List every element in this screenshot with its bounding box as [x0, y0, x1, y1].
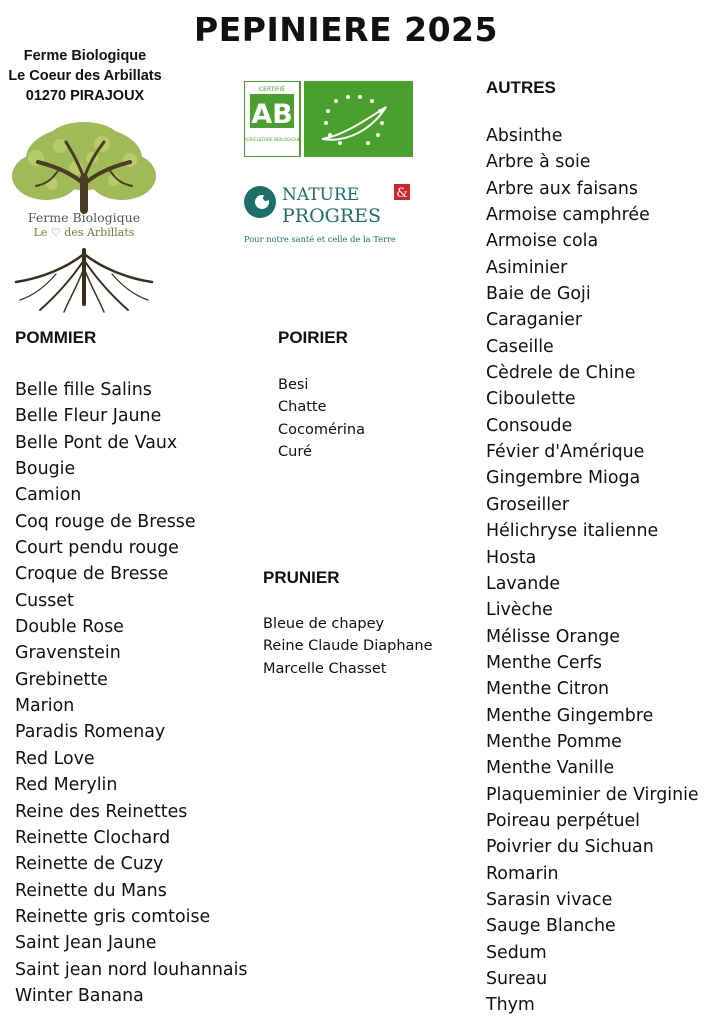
eu-organic-leaf-icon: [304, 81, 413, 157]
list-item: Groseiller: [486, 494, 569, 515]
np-word-nature: NATURE: [282, 185, 360, 205]
farm-address: [0, 46, 170, 106]
list-item: Winter Banana: [15, 985, 144, 1006]
poirier-heading: POIRIER: [278, 328, 348, 347]
np-tagline: Pour notre santé et celle de la Terre: [244, 234, 396, 244]
list-item: Saint Jean Jaune: [15, 933, 157, 954]
list-item: Bougie: [15, 459, 76, 480]
poirier-list: [278, 374, 365, 463]
list-item: Romarin: [486, 863, 559, 884]
list-item: Court pendu rouge: [15, 538, 179, 559]
list-item: Plaqueminier de Virginie: [486, 784, 699, 805]
list-item: Sauge Blanche: [486, 916, 616, 937]
list-item: Hélichryse italienne: [486, 521, 659, 542]
list-item: Asiminier: [486, 257, 568, 278]
list-item: Besi: [278, 377, 309, 393]
farm-line-3: 01270 PIRAJOUX: [25, 88, 145, 104]
list-item: Bleue de chapey: [263, 616, 385, 632]
list-item: Arbre à soie: [486, 152, 591, 173]
list-item: Reine Claude Diaphane: [263, 638, 433, 655]
list-item: Mélisse Orange: [486, 626, 620, 647]
pommier-list: [15, 377, 247, 1009]
list-item: Consoude: [486, 415, 573, 436]
list-item: Red Merylin: [15, 775, 118, 796]
list-item: Poireau perpétuel: [486, 810, 641, 831]
list-item: Menthe Vanille: [486, 758, 615, 779]
list-item: Caraganier: [486, 310, 583, 331]
list-item: Menthe Citron: [486, 679, 610, 700]
list-item: Arbre aux faisans: [486, 178, 638, 199]
list-item: Gravenstein: [15, 643, 121, 664]
autres-heading: AUTRES: [486, 78, 556, 97]
ab-side-text: AGRICULTURE BIOLOGIQUE: [244, 137, 301, 142]
list-item: Poivrier du Sichuan: [486, 837, 654, 858]
list-item: Coq rouge de Bresse: [15, 511, 196, 532]
list-item: Cèdrele de Chine: [486, 363, 636, 384]
heart-icon: ♡: [50, 226, 61, 239]
ab-certifie-text: CERTIFIÉ: [258, 86, 286, 93]
list-item: Absinthe: [486, 126, 563, 146]
list-item: Croque de Bresse: [15, 564, 169, 585]
list-item: Saint jean nord louhannais: [15, 959, 248, 980]
tree-logo-subname: [6, 226, 162, 239]
tree-logo-suffix: des Arbillats: [64, 226, 135, 239]
list-item: Reinette de Cuzy: [15, 854, 164, 875]
list-item: Menthe Pomme: [486, 731, 622, 752]
np-word-progres: PROGRES: [282, 205, 382, 227]
nature-progres-logo: [242, 180, 417, 250]
list-item: Caseille: [486, 336, 554, 357]
list-item: Hosta: [486, 547, 537, 568]
prunier-heading: PRUNIER: [263, 568, 340, 587]
tree-logo-name: Ferme Biologique: [27, 210, 141, 225]
list-item: Cusset: [15, 590, 74, 611]
list-item: Curé: [278, 443, 312, 460]
list-item: Grebinette: [15, 669, 108, 690]
list-item: Belle fille Salins: [15, 380, 152, 400]
list-item: Lavande: [486, 573, 561, 594]
list-item: Févier d'Amérique: [486, 442, 645, 463]
list-item: Ciboulette: [486, 389, 576, 410]
list-item: Reinette gris comtoise: [15, 906, 211, 927]
list-item: Reinette Clochard: [15, 827, 171, 848]
list-item: Reinette du Mans: [15, 880, 167, 901]
list-item: Thym: [486, 995, 535, 1016]
pommier-heading: POMMIER: [15, 328, 97, 347]
list-item: Marcelle Chasset: [263, 660, 387, 677]
list-item: Marion: [15, 696, 75, 717]
np-ampersand: &: [396, 186, 408, 201]
list-item: Sureau: [486, 969, 548, 989]
list-item: Camion: [15, 485, 82, 506]
list-item: Sedum: [486, 942, 547, 963]
list-item: Double Rose: [15, 617, 124, 638]
page-title: PEPINIERE 2025: [194, 10, 498, 49]
ab-letters: AB: [251, 99, 293, 130]
list-item: Gingembre Mioga: [486, 468, 641, 489]
list-item: Menthe Gingembre: [486, 705, 654, 726]
list-item: Sarasin vivace: [486, 889, 613, 910]
list-item: Belle Fleur Jaune: [15, 406, 162, 427]
list-item: Belle Pont de Vaux: [15, 432, 178, 453]
list-item: Reine des Reinettes: [15, 801, 188, 822]
ab-organic-logo: [244, 81, 413, 157]
list-item: Cocomérina: [278, 421, 365, 438]
farm-line-1: Ferme Biologique: [23, 48, 147, 64]
list-item: Menthe Cerfs: [486, 652, 602, 673]
list-item: Chatte: [278, 399, 327, 416]
list-item: Armoise camphrée: [486, 205, 650, 226]
list-item: Livèche: [486, 600, 553, 621]
list-item: Paradis Romenay: [15, 722, 166, 743]
list-item: Armoise cola: [486, 231, 599, 252]
autres-list: [486, 123, 699, 1019]
prunier-list: [263, 613, 433, 680]
list-item: Baie de Goji: [486, 284, 591, 305]
list-item: Red Love: [15, 748, 95, 769]
tree-logo-prefix: Le: [33, 226, 48, 239]
farm-line-2: Le Coeur des Arbillats: [8, 68, 162, 84]
